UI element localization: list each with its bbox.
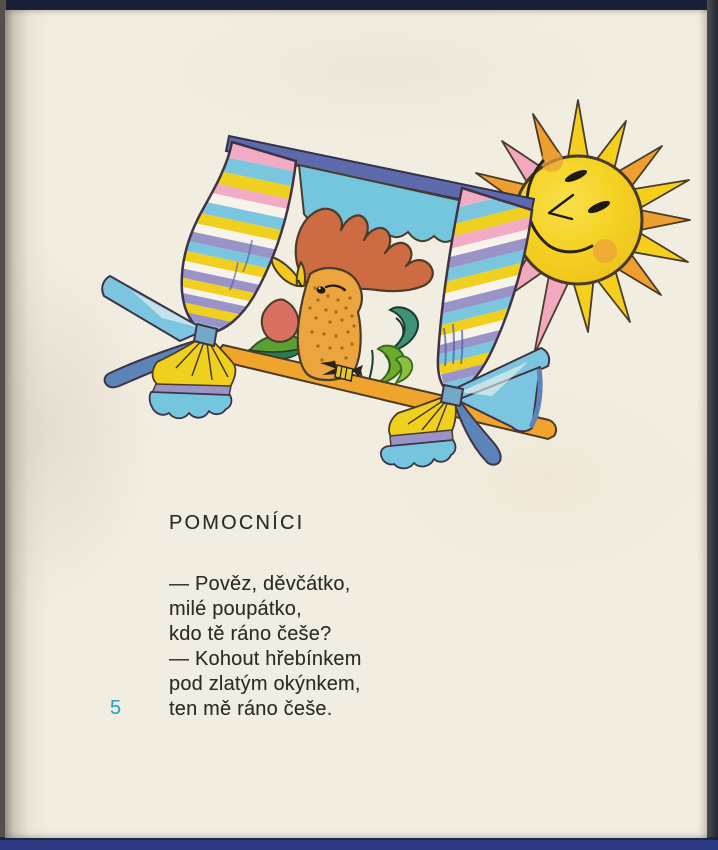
left-curtain-knot <box>194 324 217 346</box>
poem-line: — Pověz, děvčátko, <box>169 573 351 595</box>
poem-line: pod zlatým okýnkem, <box>169 673 361 695</box>
book-cover-bottom-edge <box>0 837 718 850</box>
poem-line: — Kohout hřebínkem <box>169 648 362 670</box>
book-page <box>5 10 707 838</box>
poem-line: milé poupátko, <box>169 598 302 620</box>
book-cover-right-edge <box>707 0 718 850</box>
poem-line: ten mě ráno češe. <box>169 698 333 720</box>
page-number: 5 <box>110 697 122 719</box>
right-curtain-knot <box>441 385 463 406</box>
poem-block <box>169 572 362 722</box>
poem-line: kdo tě ráno češe? <box>169 623 332 645</box>
poem-title: POMOCNÍCI <box>169 512 305 534</box>
sun-cheek-blush <box>593 239 617 263</box>
rooster-wattle <box>262 299 299 341</box>
rooster-tail-plumes <box>360 307 418 385</box>
